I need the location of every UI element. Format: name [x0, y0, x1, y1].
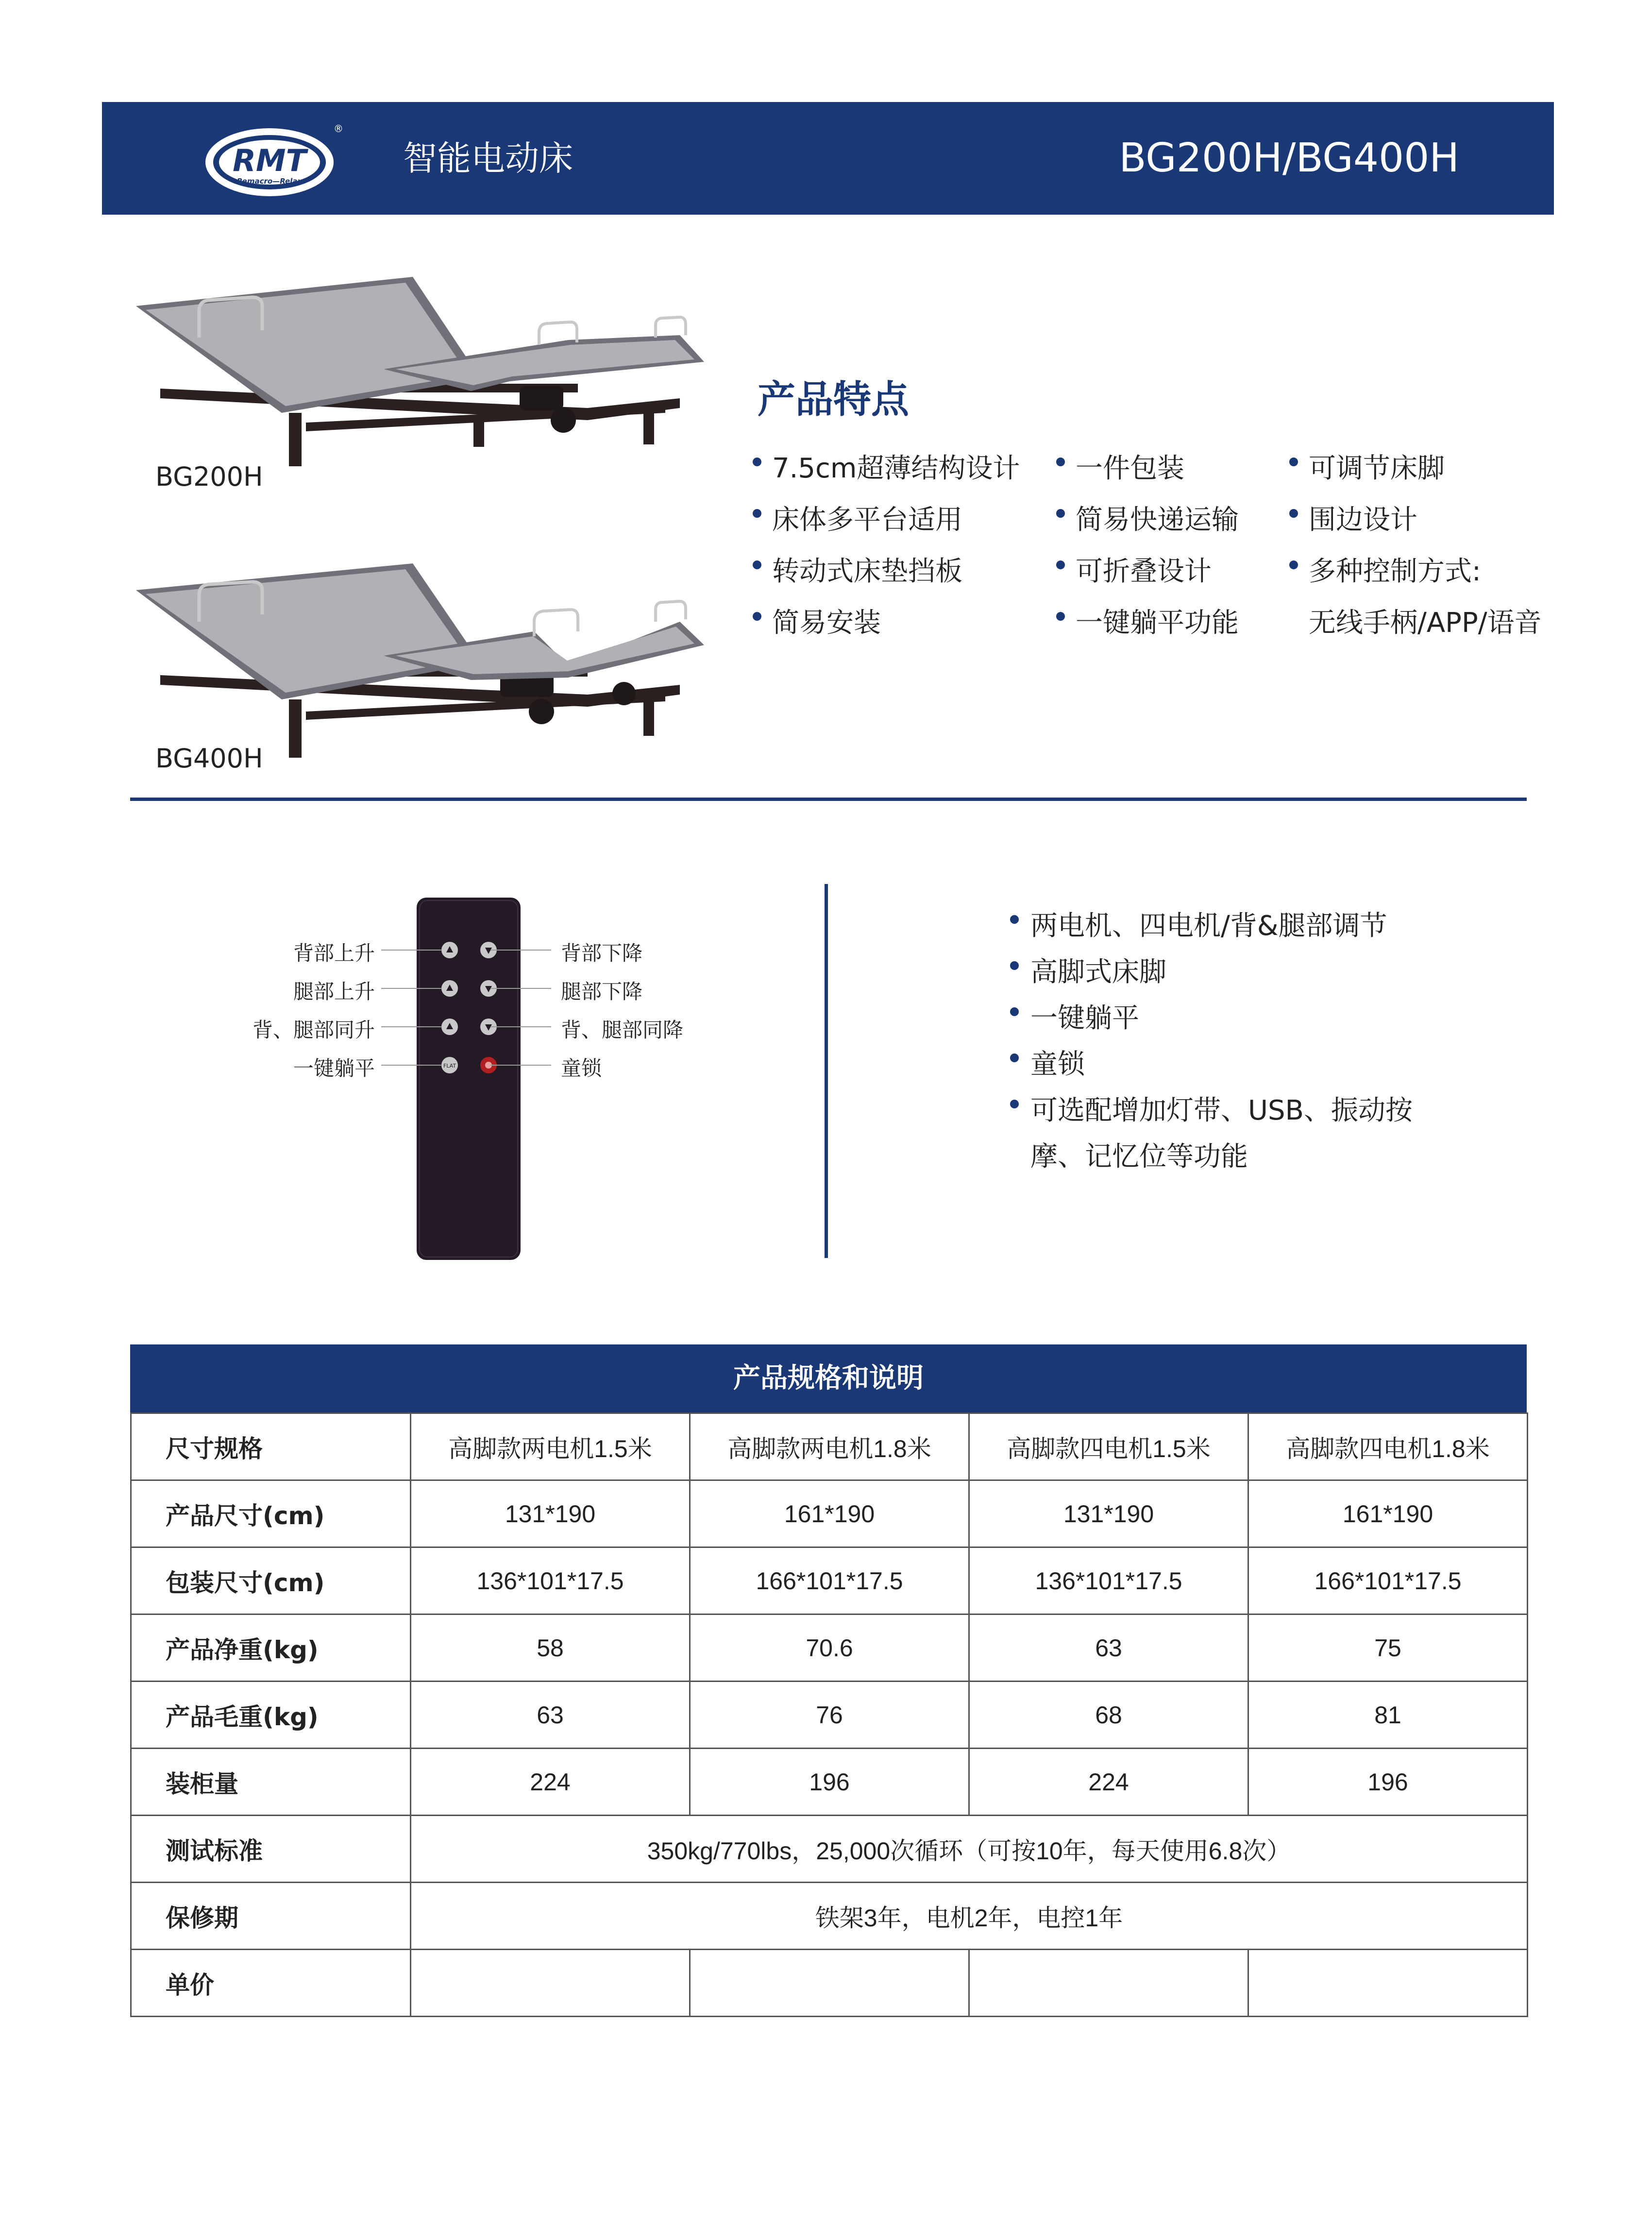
table-cell: [969, 1950, 1248, 2017]
bullet-icon: [1056, 509, 1065, 518]
table-row: [131, 1816, 1528, 1883]
remote-feature-text: 两电机、四电机/背&腿部调节: [1030, 910, 1387, 942]
table-cell: 196: [1248, 1749, 1528, 1816]
table-cell: 136*101*17.5: [969, 1547, 1248, 1614]
table-cell: 76: [690, 1682, 969, 1749]
table-cell: 166*101*17.5: [1248, 1547, 1528, 1614]
logo-subtext: Remacro—Relax: [236, 177, 303, 186]
table-row: [131, 1883, 1528, 1950]
table-row: [131, 1682, 1528, 1749]
table-cell: 224: [969, 1749, 1248, 1816]
table-cell: 166*101*17.5: [690, 1547, 969, 1614]
row-header: 测试标准: [131, 1816, 411, 1883]
bullet-icon: [1056, 458, 1065, 466]
leader-line: [381, 988, 442, 989]
leader-line: [381, 950, 442, 951]
table-cell: 161*190: [690, 1480, 969, 1547]
bullet-icon: [1010, 1054, 1019, 1062]
remote-label-flat: 一键躺平: [293, 1056, 375, 1080]
header-title: 智能电动床: [403, 138, 573, 178]
table-row: [131, 1749, 1528, 1816]
bed-image-bg400h: [131, 539, 714, 763]
table-row: [131, 1547, 1528, 1614]
spec-table: [130, 1412, 1528, 2017]
features-column-2: [1056, 447, 1239, 653]
feature-text: 围边设计: [1309, 504, 1417, 536]
bullet-icon: [1289, 458, 1298, 466]
remote-feature-text: 可选配增加灯带、USB、振动按: [1030, 1095, 1413, 1126]
leader-line: [490, 988, 551, 989]
table-cell: 63: [969, 1614, 1248, 1682]
spec-section: [130, 1344, 1527, 2017]
table-cell: 81: [1248, 1682, 1528, 1749]
row-header: 产品尺寸(cm): [131, 1480, 411, 1547]
feature-text: 可折叠设计: [1076, 556, 1212, 587]
row-header: 保修期: [131, 1883, 411, 1950]
leader-line: [381, 1065, 442, 1066]
feature-item: [1289, 498, 1542, 550]
table-row: [131, 1950, 1528, 2017]
table-cell: [1248, 1950, 1528, 2017]
leader-line: [381, 1026, 442, 1027]
row-header: 尺寸规格: [131, 1413, 411, 1480]
table-cell: 58: [411, 1614, 690, 1682]
product-caption-bg400h: BG400H: [155, 743, 263, 774]
remote-label-back-down: 背部下降: [561, 941, 643, 965]
table-row: [131, 1480, 1528, 1547]
table-row: [131, 1614, 1528, 1682]
table-cell: 63: [411, 1682, 690, 1749]
table-cell: 高脚款四电机1.8米: [1248, 1413, 1528, 1480]
row-header: 单价: [131, 1950, 411, 2017]
features-column-3: [1289, 447, 1542, 653]
table-cell: 高脚款两电机1.8米: [690, 1413, 969, 1480]
bullet-icon: [1056, 612, 1065, 621]
table-cell-merged: 350kg/770lbs，25,000次循环（可按10年，每天使用6.8次）: [411, 1816, 1528, 1883]
feature-item: [1056, 601, 1239, 653]
feature-item: [1056, 447, 1239, 498]
feature-item: [753, 550, 1020, 601]
feature-item: [753, 601, 1020, 653]
feature-continuation: 无线手柄/APP/语音: [1309, 607, 1542, 639]
rmt-logo: [202, 119, 347, 201]
table-row: [131, 1413, 1528, 1480]
leader-line: [490, 950, 551, 951]
features-column-1: [753, 447, 1020, 653]
remote-label-back-up: 背部上升: [293, 941, 375, 965]
bullet-icon: [1010, 1100, 1019, 1108]
remote-label-both-up: 背、腿部同升: [252, 1018, 375, 1042]
leader-line: [490, 1026, 551, 1027]
header-model: BG200H/BG400H: [1119, 135, 1459, 181]
feature-text: 床体多平台适用: [772, 504, 962, 536]
remote-feature-item: [1010, 1043, 1085, 1082]
flat-button-label: FLAT: [443, 1063, 456, 1069]
table-cell: 高脚款四电机1.5米: [969, 1413, 1248, 1480]
feature-text: 可调节床脚: [1309, 453, 1445, 484]
table-cell: 136*101*17.5: [411, 1547, 690, 1614]
bed-image-bg200h: [131, 253, 714, 471]
feature-item: [753, 447, 1020, 498]
bullet-icon: [1289, 509, 1298, 518]
vertical-divider: [825, 884, 828, 1258]
feature-item: [1289, 550, 1542, 601]
leader-line: [490, 1065, 551, 1066]
feature-text: 简易安装: [772, 607, 881, 639]
feature-text: 多种控制方式:: [1309, 556, 1481, 587]
remote-feature-continuation: [1010, 1135, 1248, 1174]
remote-feature-text: 一键躺平: [1030, 1003, 1139, 1034]
row-header: 产品毛重(kg): [131, 1682, 411, 1749]
feature-text: 转动式床垫挡板: [772, 556, 962, 587]
bullet-icon: [1289, 561, 1298, 569]
bullet-icon: [1010, 1007, 1019, 1016]
feature-item: [1056, 498, 1239, 550]
feature-item: [1289, 447, 1542, 498]
remote-feature-text: 摩、记忆位等功能: [1030, 1141, 1248, 1172]
table-cell: [690, 1950, 969, 2017]
remote-feature-text: 童锁: [1030, 1049, 1085, 1080]
bullet-icon: [753, 458, 761, 466]
bullet-icon: [753, 561, 761, 569]
section-divider: [130, 798, 1527, 801]
feature-item: [753, 498, 1020, 550]
table-cell-merged: 铁架3年，电机2年，电控1年: [411, 1883, 1528, 1950]
remote-feature-item: [1010, 951, 1166, 989]
table-cell: 131*190: [969, 1480, 1248, 1547]
table-cell: 224: [411, 1749, 690, 1816]
remote-label-child-lock: 童锁: [561, 1056, 602, 1080]
table-cell: 75: [1248, 1614, 1528, 1682]
remote-label-leg-up: 腿部上升: [293, 980, 375, 1003]
table-cell: 70.6: [690, 1614, 969, 1682]
table-cell: 161*190: [1248, 1480, 1528, 1547]
remote-control-image: [417, 898, 521, 1260]
logo-text: RMT: [233, 143, 306, 178]
remote-feature-item: [1010, 1089, 1413, 1128]
table-cell: 196: [690, 1749, 969, 1816]
bullet-icon: [1010, 915, 1019, 924]
table-cell: 131*190: [411, 1480, 690, 1547]
header-bar: [102, 102, 1554, 215]
bullet-icon: [753, 612, 761, 621]
features-title: 产品特点: [758, 378, 910, 422]
remote-feature-item: [1010, 997, 1139, 1036]
product-caption-bg200h: BG200H: [155, 461, 263, 492]
feature-item: [1056, 550, 1239, 601]
remote-feature-item: [1010, 904, 1387, 943]
feature-text: 7.5cm超薄结构设计: [772, 453, 1020, 484]
feature-text: 简易快递运输: [1076, 504, 1239, 536]
remote-label-leg-down: 腿部下降: [561, 980, 643, 1003]
remote-label-both-down: 背、腿部同降: [561, 1018, 684, 1042]
bullet-icon: [753, 509, 761, 518]
spec-title: 产品规格和说明: [130, 1344, 1527, 1412]
table-cell: 高脚款两电机1.5米: [411, 1413, 690, 1480]
logo-registered-mark: ®: [334, 123, 343, 135]
row-header: 装柜量: [131, 1749, 411, 1816]
row-header: 包装尺寸(cm): [131, 1547, 411, 1614]
bullet-icon: [1056, 561, 1065, 569]
bullet-icon: [1010, 961, 1019, 970]
feature-text: 一件包装: [1076, 453, 1184, 484]
row-header: 产品净重(kg): [131, 1614, 411, 1682]
remote-feature-text: 高脚式床脚: [1030, 956, 1166, 988]
table-cell: [411, 1950, 690, 2017]
table-cell: 68: [969, 1682, 1248, 1749]
feature-text: 一键躺平功能: [1076, 607, 1239, 639]
